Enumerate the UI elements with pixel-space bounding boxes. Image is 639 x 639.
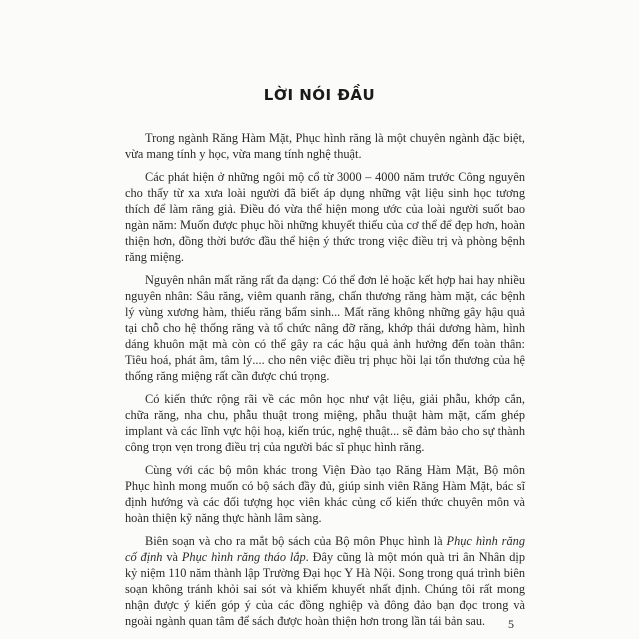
paragraph-6-text-after: . Đây cũng là một món quà tri ân Nhân dịp kỷ niệm 110 năm thành lập Trường Đại học Y Hà Nội. Song trong quá trình biên soạn không tránh khỏi sai sót và khiếm khuyết nhất định. Chúng tôi rất mong nhận được ý kiến góp ý của các đồng nghiệp và đông đảo bạn đọc trong và ngoài ngành quan tâm để sách được hoàn thiện hơn trong lần tái bản sau. — [125, 550, 525, 628]
paragraph-3: Nguyên nhân mất răng rất đa dạng: Có thể đơn lẻ hoặc kết hợp hai hay nhiều nguyên nhân: Sâu răng, viêm quanh răng, chấn thương răng hàm mặt, các bệnh lý vùng xương hàm, thiếu răng bẩm sinh... Mất răng không những gây hậu quả tại chỗ cho hệ thống răng và tổ chức nâng đỡ răng, khớp thái dương hàm, hình dáng khuôn mặt mà còn có thể gây ra các hậu quả ảnh hưởng đến toàn thân: Tiêu hoá, phát âm, tâm lý.... cho nên việc điều trị phục hồi lại tổn thương của hệ thống răng miệng rất cần được chú trọng. — [125, 273, 525, 383]
paragraph-5: Cùng với các bộ môn khác trong Viện Đào tạo Răng Hàm Mặt, Bộ môn Phục hình mong muốn có bộ sách đầy đủ, giúp sinh viên Răng Hàm Mặt, bác sĩ định hướng và các đối tượng học viên khác củng cố kiến thức chuyên môn và hoàn thiện kỹ năng thực hành lâm sàng. — [125, 463, 525, 525]
book-title-removable-prosthodontics: Phục hình răng tháo lắp — [181, 550, 306, 565]
paragraph-6-text-middle: và — [162, 550, 182, 565]
paragraph-6-text-before: Biên soạn và cho ra mắt bộ sách của Bộ môn Phục hình là — [145, 534, 447, 549]
paragraph-4: Có kiến thức rộng rãi về các môn học như vật liệu, giải phẫu, khớp cắn, chữa răng, nha chu, phẫu thuật trong miệng, phẫu thuật hàm mặt, cấm ghép implant và các lĩnh vực hội hoạ, kiến trúc, nghệ thuật... sẽ đảm bảo cho sự thành công trọn vẹn trong điều trị của người bác sĩ phục hình răng. — [125, 392, 525, 454]
paragraph-1: Trong ngành Răng Hàm Mặt, Phục hình răng là một chuyên ngành đặc biệt, vừa mang tính y học, vừa mang tính nghệ thuật. — [125, 131, 525, 161]
page-heading: LỜI NÓI ĐẦU — [263, 86, 376, 104]
page-number: 5 — [508, 617, 514, 631]
paragraph-2: Các phát hiện ở những ngôi mộ cổ từ 3000 – 4000 năm trước Công nguyên cho thấy từ xa xưa loài người đã biết áp dụng những vật liệu sinh học tương thích để làm răng giả. Điều đó vừa thể hiện mong ước của loài người suốt bao ngàn năm: Muốn được phục hồi những khuyết thiếu của cơ thể để đẹp hơn, hoàn thiện hơn, đồng thời bước đầu thể hiện ý thức trong việc điều trị và phòng bệnh răng miệng. — [125, 170, 525, 264]
body-text — [125, 131, 525, 637]
book-title-fixed-prosthodontics: Phục hình răng cố định — [125, 534, 525, 565]
paragraph-6 — [125, 534, 525, 629]
